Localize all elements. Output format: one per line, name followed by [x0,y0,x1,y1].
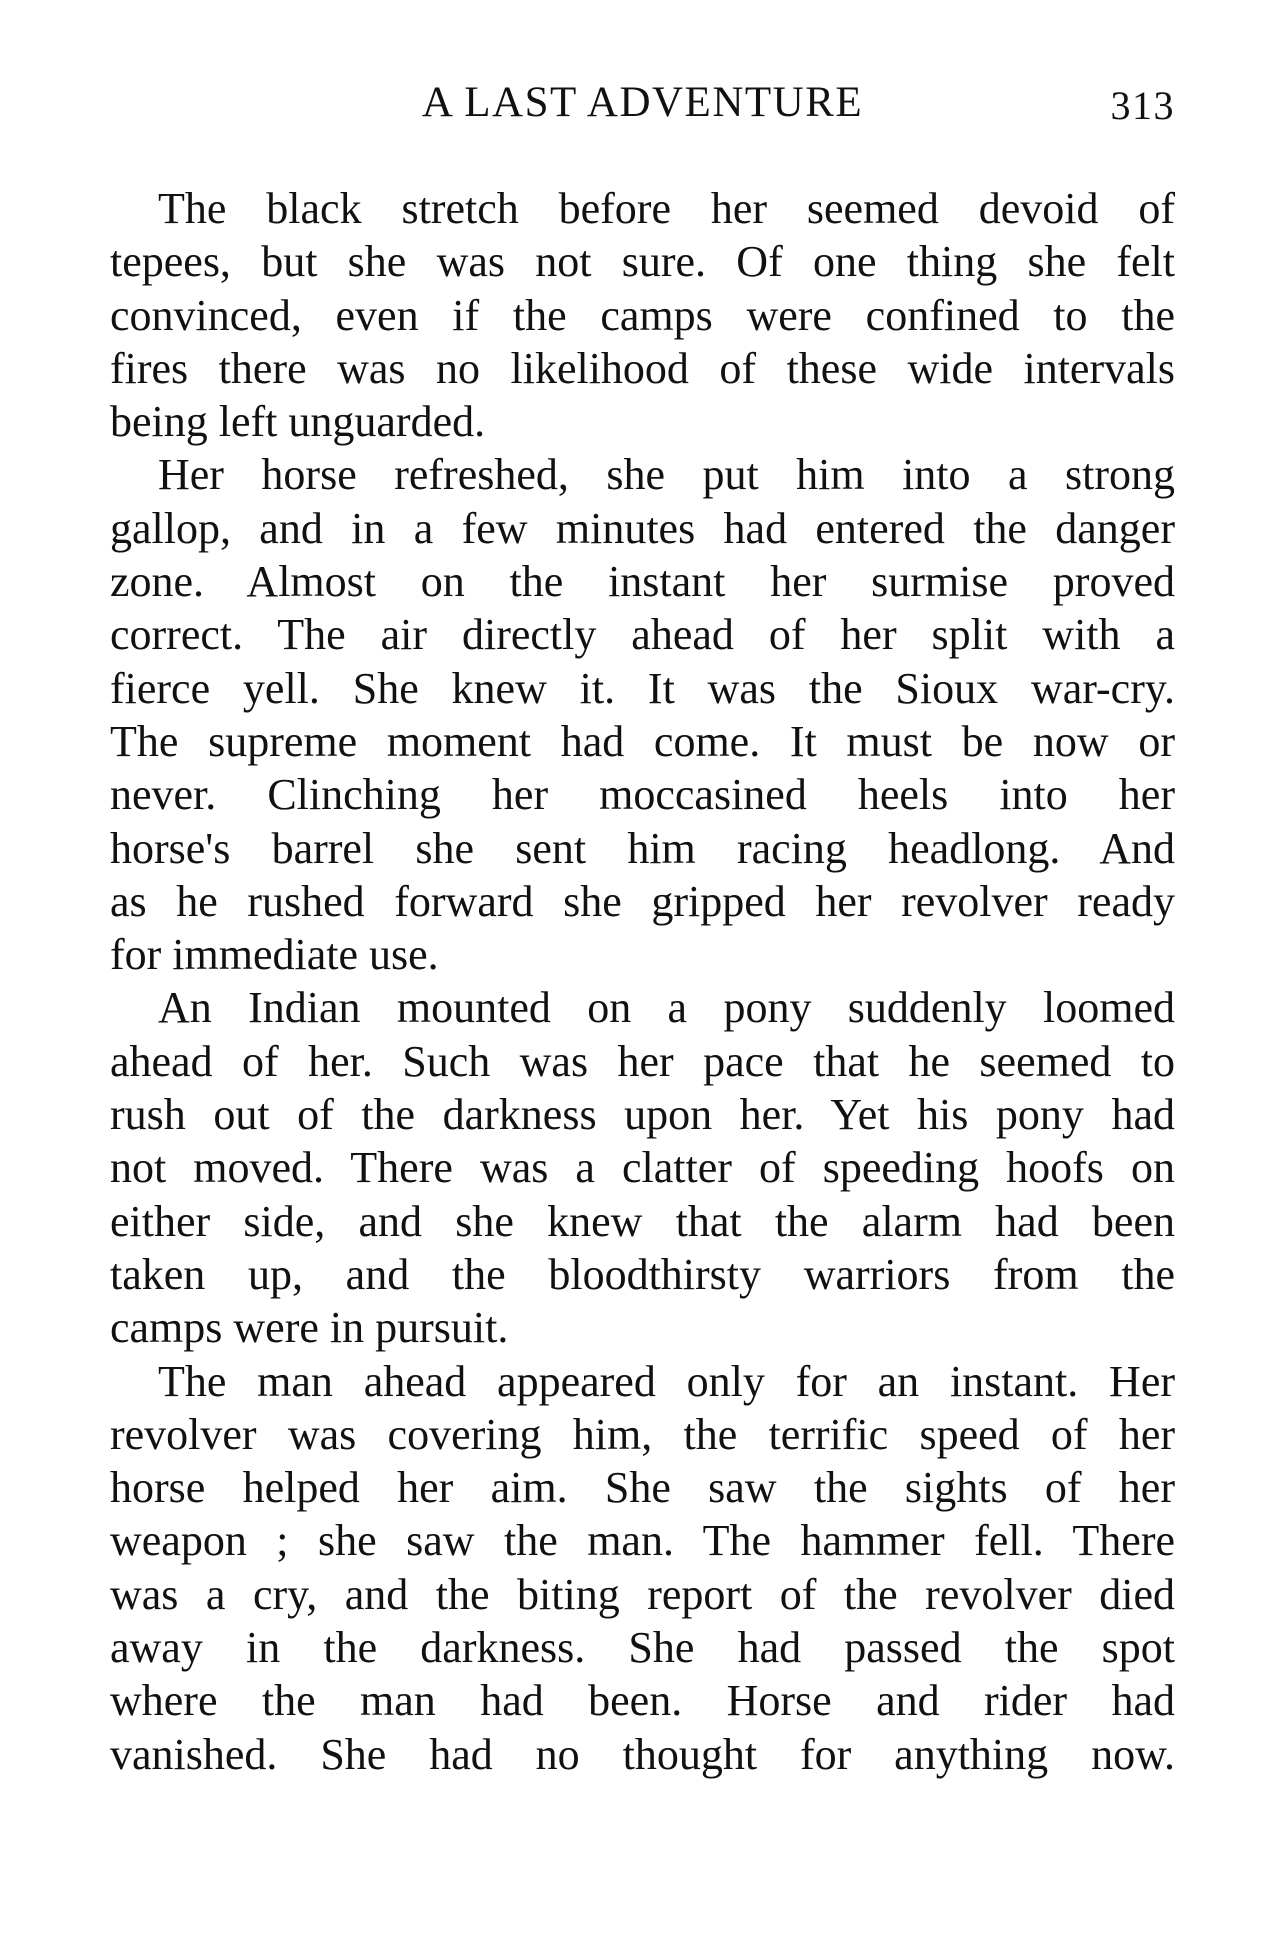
running-title: A LAST ADVENTURE [421,79,864,126]
text-line: taken up, and the bloodthirsty warriors from the [110,1249,1175,1299]
text-line: was a cry, and the biting report of the revolver died [110,1569,1175,1619]
text-line: The man ahead appeared only for an instant. Her [158,1356,1175,1406]
running-head [110,78,1175,138]
text-line: rush out of the darkness upon her. Yet his pony had [110,1090,1175,1140]
paragraph [110,981,1175,1354]
book-page [110,78,1175,1781]
text-line: zone. Almost on the instant her surmise proved [110,557,1175,607]
body-text [110,182,1175,1781]
text-line: weapon ; she saw the man. The hammer fell. There [110,1516,1175,1566]
paragraph [110,1355,1175,1781]
text-line: as he rushed forward she gripped her revolver ready [110,876,1175,926]
text-line: ahead of her. Such was her pace that he seemed to [110,1036,1175,1086]
text-line: away in the darkness. She had passed the spot [110,1623,1175,1673]
text-line: either side, and she knew that the alarm had been [110,1196,1175,1246]
text-line: where the man had been. Horse and rider had [110,1676,1175,1726]
paragraph [110,448,1175,981]
text-line: never. Clinching her moccasined heels into her [110,770,1175,820]
text-line: camps were in pursuit. [110,1303,509,1353]
text-line: revolver was covering him, the terrific speed of her [110,1409,1175,1459]
text-line: Her horse refreshed, she put him into a strong [158,450,1175,500]
text-line: horse helped her aim. She saw the sights of her [110,1463,1175,1513]
text-line: horse's barrel she sent him racing headlong. And [110,823,1175,873]
text-line: tepees, but she was not sure. Of one thing she felt [110,237,1175,287]
text-line: for immediate use. [110,930,439,980]
text-line: not moved. There was a clatter of speeding hoofs on [110,1143,1175,1193]
text-line: gallop, and in a few minutes had entered the danger [110,503,1175,553]
text-line: being left unguarded. [110,397,486,447]
text-line: fierce yell. She knew it. It was the Sioux war-cry. [110,663,1175,713]
text-line: vanished. She had no thought for anything now. [110,1729,1175,1779]
text-line: correct. The air directly ahead of her split with a [110,610,1175,660]
page-number: 313 [1110,83,1175,128]
text-line: fires there was no likelihood of these wide intervals [110,343,1175,393]
text-line: The supreme moment had come. It must be now or [110,716,1175,766]
paragraph [110,182,1175,448]
text-line: The black stretch before her seemed devoid of [158,184,1175,233]
text-line: convinced, even if the camps were confined to the [110,290,1175,340]
text-line: An Indian mounted on a pony suddenly loomed [158,983,1175,1033]
